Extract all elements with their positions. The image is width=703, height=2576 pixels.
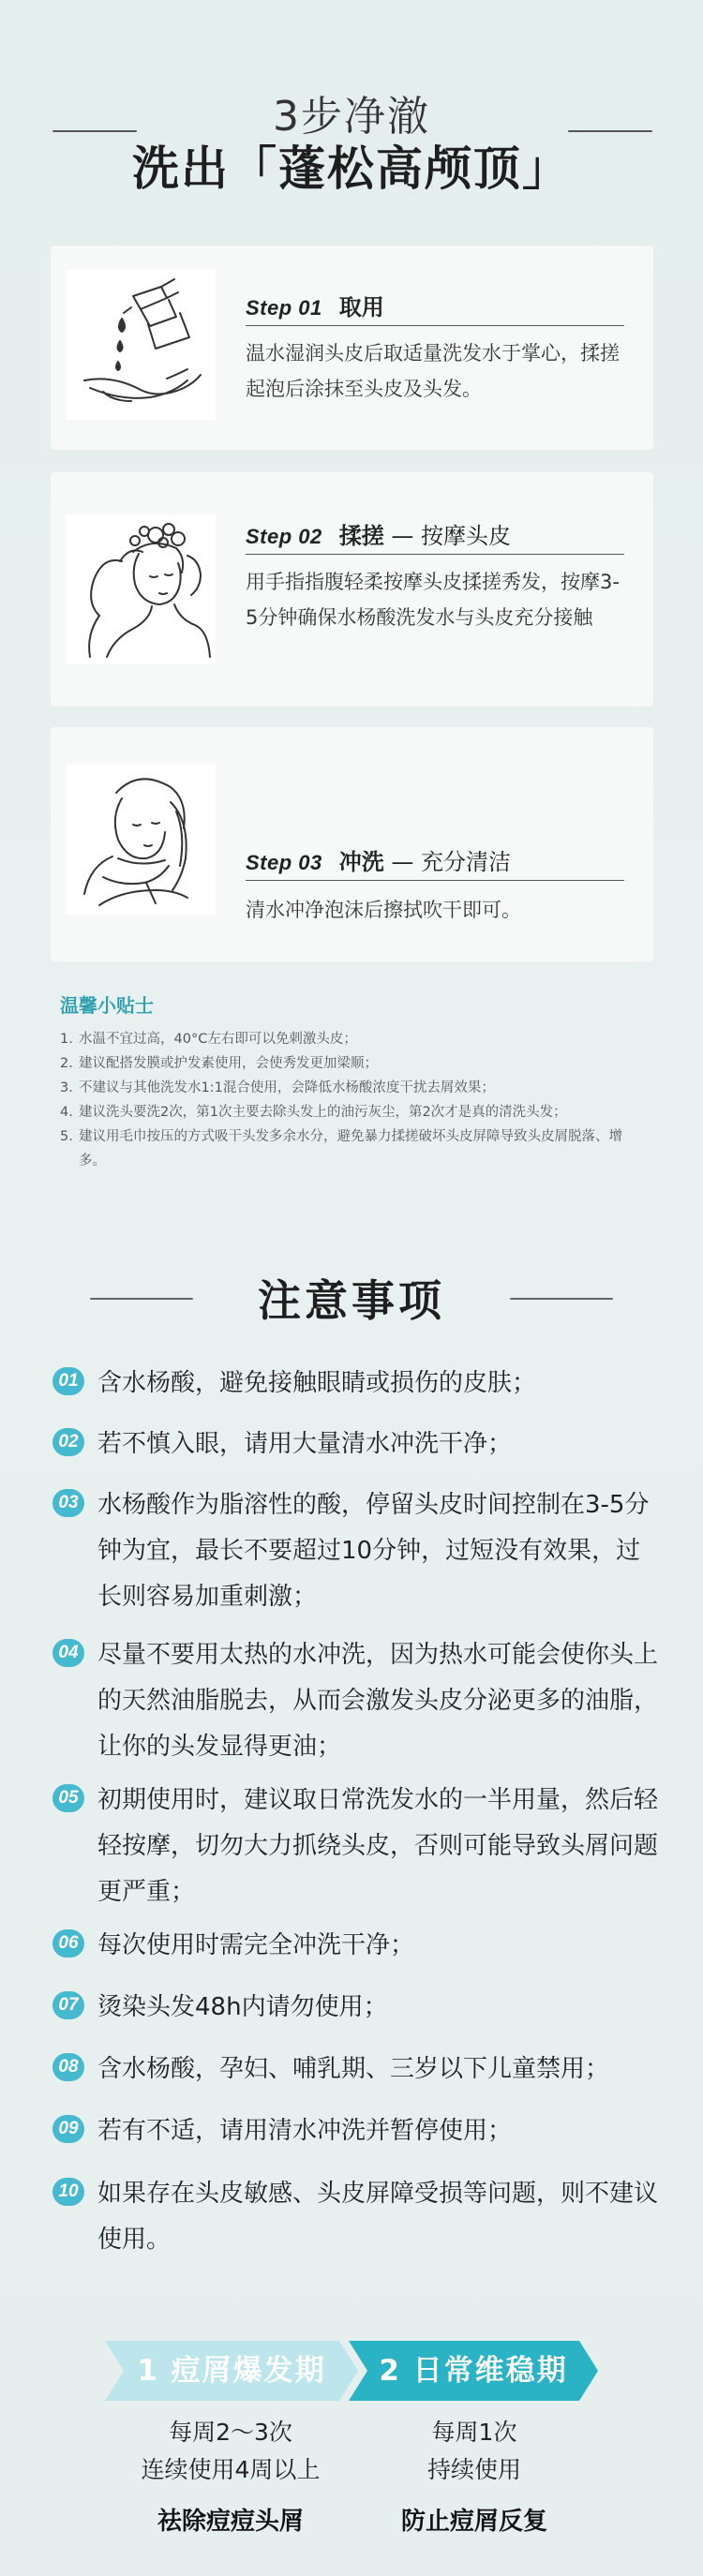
note-text: 含水杨酸，避免接触眼睛或损伤的皮肤； [97, 1369, 537, 1397]
phase-2-label: 2 日常维稳期 [379, 2354, 568, 2388]
phase-banner-1 [105, 2341, 358, 2401]
note-text: 如果存在头皮敏感、头皮屏障受损等问题，则不建议使用。 [97, 2180, 659, 2254]
note-number: 07 [52, 1991, 84, 2019]
tip-item: 5. 建议用毛巾按压的方式吸干头发多余水分，避免暴力揉搓破坏头皮屏障导致头皮屑脱落、增多。 [60, 1129, 622, 1169]
note-number: 09 [52, 2115, 84, 2143]
step-header [246, 843, 511, 876]
note-text: 初期使用时，建议取日常洗发水的一半用量，然后轻轻按摩，切勿大力抓绕头皮，否则可能导致头屑问题更严重； [97, 1786, 659, 1906]
step-divider [246, 325, 624, 326]
note-number: 04 [52, 1639, 84, 1667]
phase-1-frequency: 每周2～3次 [169, 2419, 292, 2446]
phase-2-goal: 防止痘屑反复 [400, 2508, 547, 2536]
towel-dry-icon [66, 765, 216, 915]
tip-item: 4. 建议洗头要洗2次，第1次主要去除头发上的油污灰尘，第2次才是真的清洗头发； [60, 1105, 567, 1120]
step-header [246, 517, 511, 550]
head-massage-icon [66, 514, 216, 664]
step-card-1 [51, 246, 653, 450]
step-card-3 [51, 727, 653, 961]
step-number: Step 03 [246, 851, 322, 874]
step-card-2 [51, 472, 653, 707]
header-subtitle: 3步净澈 [273, 93, 430, 141]
note-text: 水杨酸作为脂溶性的酸，停留头皮时间控制在3-5分钟为宜，最长不要超过10分钟，过短没有效果，过长则容易加重刺激； [97, 1491, 650, 1611]
phase-1-goal: 祛除痘痘头屑 [157, 2508, 304, 2536]
step-number: Step 02 [246, 525, 322, 548]
phase-banner-2 [349, 2341, 598, 2401]
note-number: 10 [52, 2178, 84, 2206]
phase-1-label: 1 痘屑爆发期 [137, 2354, 326, 2388]
phase-2-frequency: 每周1次 [431, 2419, 517, 2446]
notes-title: 注意事项 [258, 1275, 445, 1326]
note-number: 02 [52, 1428, 84, 1456]
step-description: 温水湿润头皮后取适量洗发水于掌心，揉搓起泡后涂抹至头皮及头发。 [246, 342, 620, 400]
step-name: 揉搓 [338, 523, 384, 549]
note-text: 含水杨酸，孕妇、哺乳期、三岁以下儿童禁用； [97, 2055, 610, 2083]
note-text: 若不慎入眼，请用大量清水冲洗干净； [97, 1430, 513, 1458]
step-name: 取用 [338, 294, 384, 320]
note-text: 每次使用时需完全冲洗干净； [97, 1931, 415, 1959]
step-divider [246, 880, 624, 881]
tip-item: 2. 建议配搭发膜或护发素使用，会使秀发更加梁顺； [60, 1056, 378, 1071]
step-subtitle: — 按摩头皮 [383, 523, 512, 549]
step-name: 冲洗 [338, 849, 384, 875]
step-divider [246, 554, 624, 555]
tips-list [60, 1027, 622, 1173]
step-subtitle: — 充分清洁 [383, 849, 512, 875]
note-text: 尽量不要用太热的水冲洗，因为热水可能会使你头上的天然油脂脱去，从而会激发头皮分泌更多的油脂，让你的头发显得更油； [97, 1641, 659, 1761]
tip-item: 3. 不建议与其他洗发水1:1混合使用，会降低水杨酸浓度干扰去屑效果； [60, 1080, 495, 1095]
note-number: 06 [52, 1929, 84, 1958]
step-header [246, 289, 384, 321]
note-number: 05 [52, 1784, 84, 1812]
note-number: 01 [52, 1367, 84, 1395]
page-title: 洗出「蓬松高颅顶」 [132, 141, 571, 196]
hand-bottle-icon [66, 270, 216, 420]
note-text: 烫染头发48h内请勿使用； [97, 1993, 388, 2021]
step-description: 清水冲净泡沫后擦拭吹干即可。 [246, 899, 521, 921]
phase-1-duration: 连续使用4周以上 [141, 2456, 321, 2483]
note-text: 若有不适，请用清水冲洗并暂停使用； [97, 2117, 513, 2145]
step-number: Step 01 [246, 296, 322, 320]
phase-2-duration: 持续使用 [426, 2456, 521, 2483]
step-description: 用手指指腹轻柔按摩头皮揉搓秀发，按摩3-5分钟确保水杨酸洗发水与头皮充分接触 [246, 571, 620, 629]
note-number: 08 [52, 2053, 84, 2081]
note-number: 03 [52, 1489, 84, 1517]
tip-item: 1. 水温不宜过高，40°C左右即可以免刺激头皮； [60, 1032, 357, 1047]
tips-title: 温馨小贴士 [60, 994, 154, 1017]
